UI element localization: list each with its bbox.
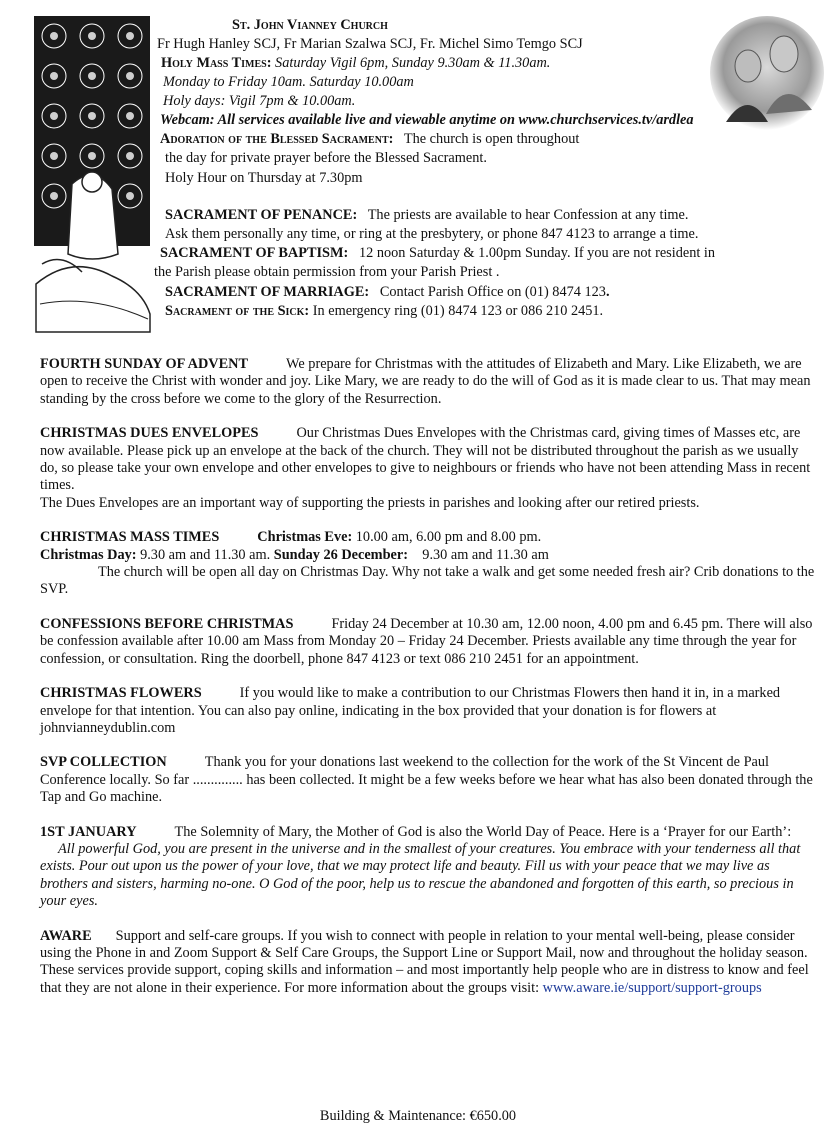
section-text: If you would like to make a contribution to our Christmas Flowers then hand it in, in a marked envelope for that intention. You can also pay online, indicating in the box provided that your donation is for flowers at johnvianneydublin.com — [40, 685, 781, 736]
priests-line: Fr Hugh Hanley SCJ, Fr Marian Szalwa SCJ, Fr. Michel Simo Temgo SCJ — [157, 36, 583, 52]
holy-mass-times: Holy Mass Times: Saturday Vigil 6pm, Sunday 9.30am & 11.30am. — [161, 55, 551, 71]
stained-glass-pieta-image — [32, 14, 152, 334]
section-heading: 1ST JANUARY — [40, 823, 137, 840]
section-heading: FOURTH SUNDAY OF ADVENT — [40, 356, 249, 372]
weekday-mass-times: Monday to Friday 10am. Saturday 10.00am — [163, 74, 414, 90]
section-confessions — [40, 616, 816, 668]
christmas-day-label: Christmas Day: — [40, 546, 137, 563]
building-maintenance-total: Building & Maintenance: €650.00 — [319, 1108, 517, 1124]
sick-line: Sacrament of the Sick: In emergency ring (01) 8474 123 or 086 210 2451. — [165, 303, 604, 319]
penance-line: SACRAMENT OF PENANCE: The priests are available to hear Confession at any time. — [165, 207, 689, 223]
holy-hour-line: Holy Hour on Thursday at 7.30pm — [165, 170, 363, 186]
section-advent — [40, 356, 816, 408]
section-text: Our Christmas Dues Envelopes with the Christmas card, giving times of Masses etc, are now available. Please pick up an envelope at the back of the church. They will not be distributed throughout the parish as we usually do, so please take your own envelope and other envelopes to give to neighbours or friends who have not been attending Mass in recent times. — [40, 425, 811, 494]
section-svp — [40, 754, 816, 806]
section-heading: CONFESSIONS BEFORE CHRISTMAS — [40, 615, 294, 632]
baptism-line: SACRAMENT OF BAPTISM: 12 noon Saturday & 1.00pm Sunday. If you are not resident in — [160, 245, 716, 261]
section-text: The church will be open all day on Christmas Day. Why not take a walk and get some needed fresh air? Crib donations to the SVP. — [40, 564, 815, 598]
section-heading: AWARE — [40, 927, 92, 944]
adoration-line-2: the day for private prayer before the Blessed Sacrament. — [165, 150, 487, 166]
section-heading: SVP COLLECTION — [40, 754, 167, 771]
christmas-eve-times: 10.00 am, 6.00 pm and 8.00 pm. — [352, 529, 542, 546]
bulletin-sections — [40, 356, 816, 1014]
section-dues — [40, 425, 816, 512]
section-text: Thank you for your donations last weekend to the collection for the work of the St Vincent de Paul Conference locally. So far .............. has been collected. It might be a few weeks before we hear what has also been donated through the Tap and Go machine. — [40, 754, 813, 806]
section-flowers — [40, 685, 816, 737]
section-heading: CHRISTMAS DUES ENVELOPES — [40, 425, 259, 442]
section-text: Support and self-care groups. If you wish to connect with people in relation to your mental well-being, please consider using the Phone in and Zoom Support & Self Care Groups, the Support Line or Support Mail, now and throughout the holiday season. These services provide support, coping skills and information – and most importantly help people who are in distress to know and feel that they are not alone in their experience. For more information about the groups visit: — [40, 927, 809, 996]
section-aware — [40, 928, 816, 998]
sunday-label: Sunday 26 December: — [273, 546, 408, 563]
section-heading: CHRISTMAS FLOWERS — [40, 685, 202, 702]
holy-days-times: Holy days: Vigil 7pm & 10.00am. — [163, 93, 356, 109]
penance-line-2: Ask them personally any time, or ring at the presbytery, or phone 847 4123 to arrange a time. — [165, 226, 699, 242]
sunday-times: 9.30 am and 11.30 am — [408, 546, 549, 563]
prayer-text: All powerful God, you are present in the universe and in the smallest of your creatures. You embrace with your tenderness all that exists. Pour out upon us the power of your love, that we may protect life and beauty. Fill us with your peace that we may live as brothers and sisters, harming no-one. O God of the poor, help us to rescue the abandoned and forgotten of this earth, so precious in your eyes. — [40, 840, 801, 910]
webcam-line: Webcam: All services available live and viewable anytime on www.churchservices.tv/ardlea — [160, 112, 694, 128]
marriage-line: SACRAMENT OF MARRIAGE: Contact Parish Office on (01) 8474 123. — [165, 284, 610, 300]
section-mass-times — [40, 529, 816, 599]
section-text: We prepare for Christmas with the attitudes of Elizabeth and Mary. Like Elizabeth, we are open to receive the Christ with wonder and joy. Like Mary, we are ready to do the will of God as it is made clear to us. That may mean standing by the cross before we come to the glory of the Resurrection. — [40, 356, 811, 407]
christmas-day-times: 9.30 am and 11.30 am. — [136, 546, 274, 563]
section-january — [40, 824, 816, 911]
section-text: The Dues Envelopes are an important way of supporting the priests in parishes and looking after our retired priests. — [40, 494, 700, 511]
section-text: Friday 24 December at 10.30 am, 12.00 noon, 4.00 pm and 6.45 pm. There will also be confession available after 10.00 am Mass from Monday 20 – Friday 24 December. Priests available any time through the year for confession, or consultation. Ring the doorbell, phone 847 4123 or text 086 210 2451 for an appointment. — [40, 615, 813, 667]
section-text: The Solemnity of Mary, the Mother of God is also the World Day of Peace. Here is a ‘Prayer for our Earth’: — [174, 823, 792, 840]
christmas-eve-label: Christmas Eve: — [257, 529, 353, 546]
section-heading: CHRISTMAS MASS TIMES — [40, 529, 220, 546]
church-name: St. John Vianney Church — [232, 17, 388, 33]
aware-support-link[interactable]: www.aware.ie/support/support-groups — [542, 979, 762, 996]
baptism-line-2: the Parish please obtain permission from your Parish Priest . — [154, 264, 500, 280]
saint-portrait-image — [708, 14, 826, 132]
adoration-line: Adoration of the Blessed Sacrament: The church is open throughout — [160, 131, 580, 147]
